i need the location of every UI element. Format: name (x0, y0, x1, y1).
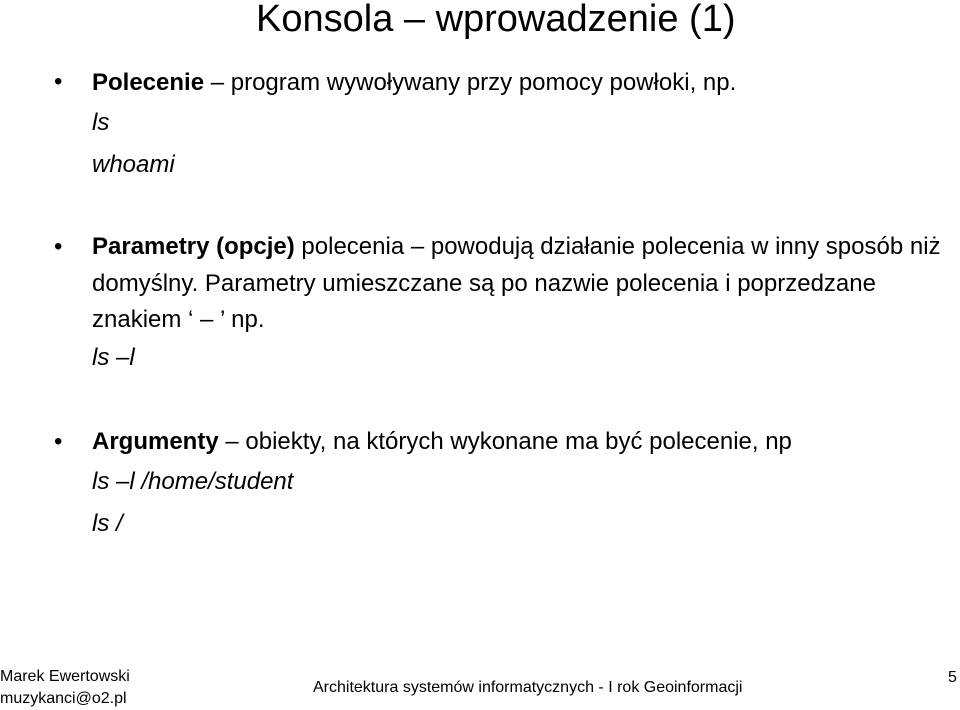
bullet-marker: • (54, 428, 63, 455)
example-whoami: whoami (92, 151, 175, 178)
text-parametry: polecenia – powodują działanie polecenia w inny sposób niż domyślny. Parametry umieszczane są po nazwie polecenia i poprzedzane znakiem ‘ – ’ np. (92, 233, 941, 333)
term-polecenie: Polecenie (92, 69, 205, 96)
footer-author: Marek Ewertowski (0, 668, 130, 685)
bullet-parametry (92, 229, 952, 339)
footer-course: Architektura systemów informatycznych - I rok Geoinformacji (313, 679, 743, 696)
example-ls-root: ls / (92, 510, 123, 537)
slide-title: Konsola – wprowadzenie (1) (256, 0, 736, 40)
bullet-argumenty (92, 424, 952, 461)
example-ls: ls (92, 109, 110, 136)
example-ls-l: ls –l (92, 344, 135, 371)
bullet-polecenie (92, 65, 952, 102)
footer-email: muzykanci@o2.pl (0, 690, 127, 707)
bullet-marker: • (54, 233, 63, 260)
term-argumenty: Argumenty (92, 428, 219, 455)
bullet-marker: • (54, 68, 63, 95)
text-polecenie: – program wywoływany przy pomocy powłoki, np. (204, 69, 737, 96)
text-argumenty: – obiekty, na których wykonane ma być polecenie, np (218, 428, 792, 455)
page-number: 5 (948, 669, 957, 686)
example-ls-l-home: ls –l /home/student (92, 468, 294, 495)
term-parametry: Parametry (opcje) (92, 233, 295, 260)
